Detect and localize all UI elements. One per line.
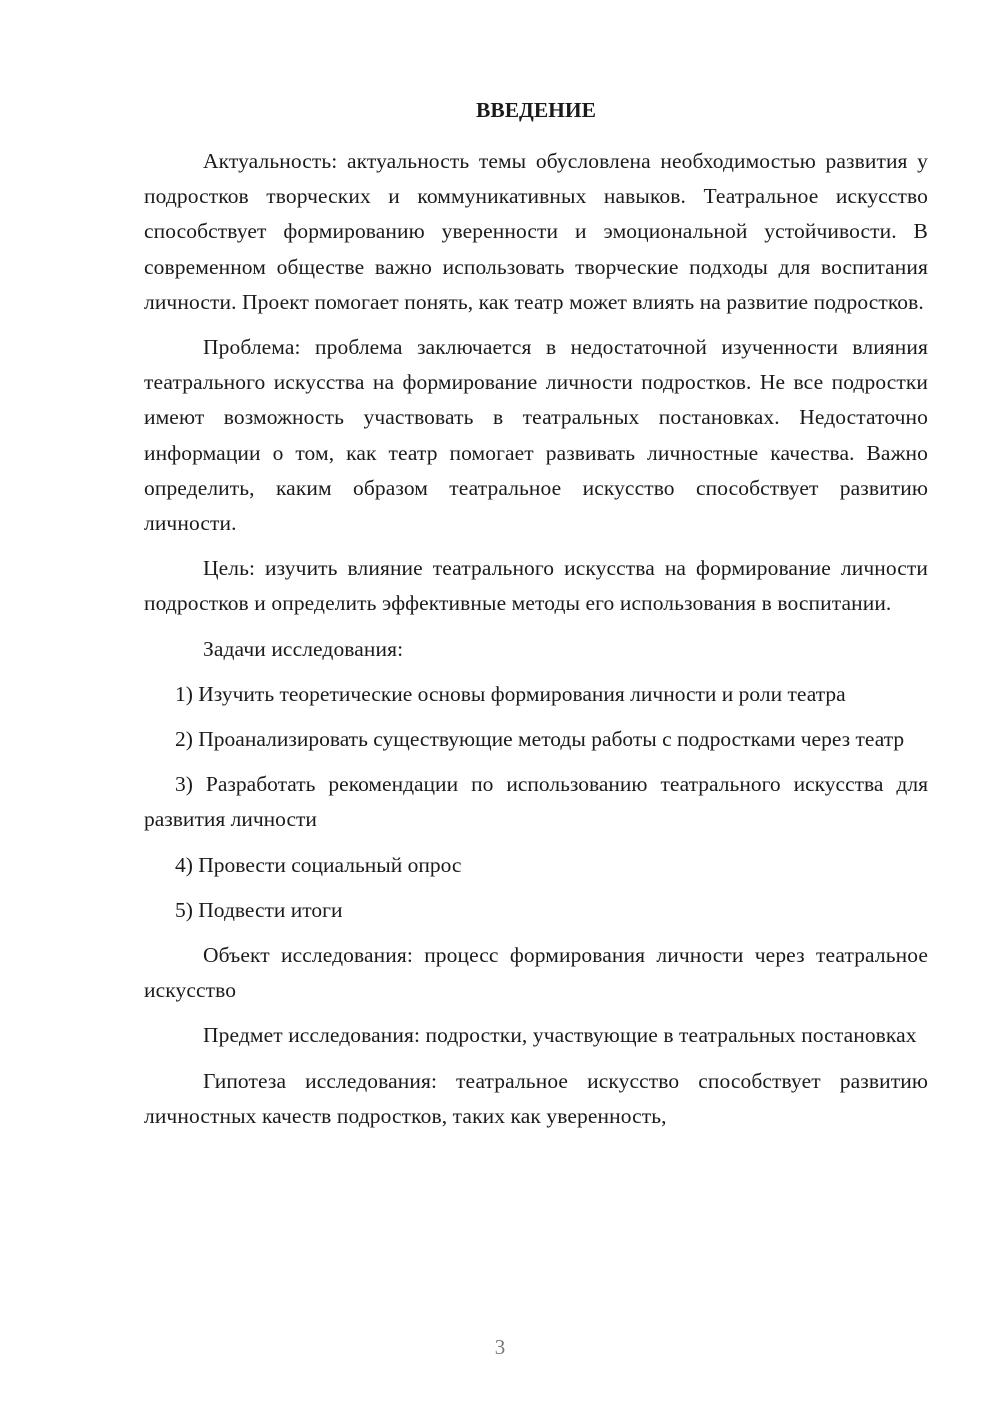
task-item: 3) Разработать рекомендации по использованию театрального искусства для развития личности bbox=[144, 772, 928, 832]
paragraph-relevance: Актуальность: актуальность темы обусловлена необходимостью развития у подростков творческих и коммуникативных навыков. Театральное искусство способствует формированию уверенности и эмоциональной устойчивости. В современном обществе важно использовать творческие подходы для воспитания личности. Проект помогает понять, как театр может влиять на развитие подростков. bbox=[144, 149, 928, 314]
page-content bbox=[144, 92, 928, 1144]
paragraph-goal: Цель: изучить влияние театрального искусства на формирование личности подростков и определить эффективные методы его использования в воспитании. bbox=[144, 556, 928, 616]
task-item: 1) Изучить теоретические основы формирования личности и роли театра bbox=[175, 681, 846, 706]
paragraph-object: Объект исследования: процесс формирования личности через театральное искусство bbox=[144, 943, 928, 1003]
tasks-heading: Задачи исследования: bbox=[203, 636, 404, 661]
paragraph-hypothesis: Гипотеза исследования: театральное искусство способствует развитию личностных качеств подростков, таких как уверенность, bbox=[144, 1068, 928, 1128]
paragraph-problem: Проблема: проблема заключается в недостаточной изученности влияния театрального искусства на формирование личности подростков. Не все подростки имеют возможность участвовать в театральных постановках. Недостаточно информации о том, как театр помогает развивать личностные качества. Важно определить, каким образом театральное искусство способствует развитию личности. bbox=[144, 335, 928, 536]
page-title: ВВЕДЕНИЕ bbox=[476, 98, 596, 122]
paragraph-subject: Предмет исследования: подростки, участвующие в театральных постановках bbox=[203, 1023, 917, 1048]
task-item: 2) Проанализировать существующие методы работы с подростками через театр bbox=[175, 727, 905, 752]
page-number: 3 bbox=[494, 1335, 506, 1359]
task-item: 5) Подвести итоги bbox=[175, 897, 343, 922]
task-item: 4) Провести социальный опрос bbox=[175, 852, 462, 877]
